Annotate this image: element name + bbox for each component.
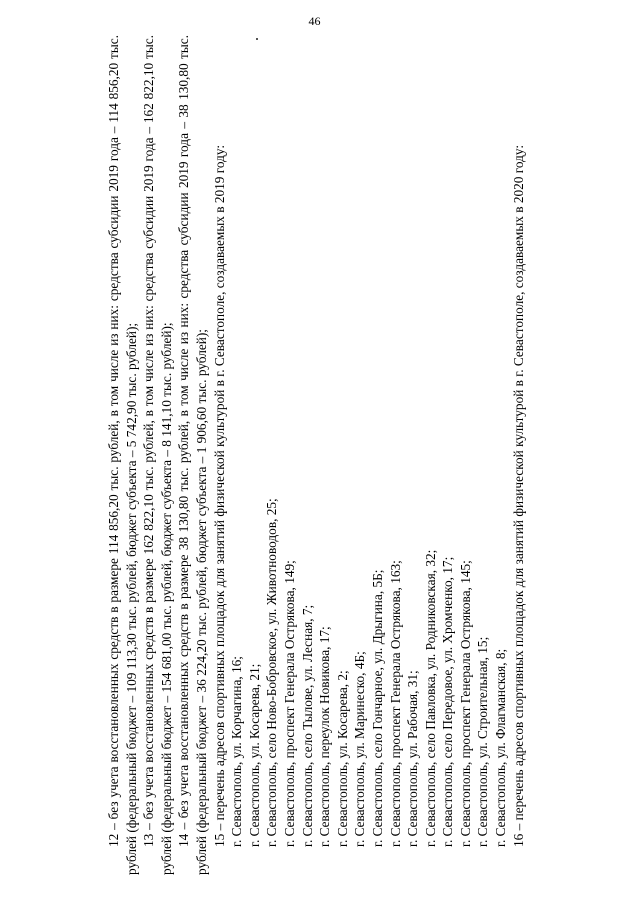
address-item: г. Севастополь, село Павловка, ул. Родниковская, 32;: [422, 549, 438, 847]
address-item: г. Севастополь, ул. Строительная, 15;: [475, 636, 491, 847]
address-item: г. Севастополь, село Гончарное, ул. Дрыгина, 5Б;: [369, 569, 385, 847]
address-item: г. Севастополь, село Тылове, ул. Лесная, 7;: [299, 604, 315, 847]
address-item: г. Севастополь, ул. Косарева, 2;: [334, 670, 350, 847]
address-item: г. Севастополь, ул. Маринеско, 4Б;: [352, 651, 368, 847]
paragraph-12: 12 – без учета восстановленных средств в размере 114 856,20 тыс. рублей, в том числе из них: средства субсидии 2019 года – 114 856,20 тыс. рублей (федеральный бюджет – 109 113,30 тыс. рублей, бюджет субъекта – 5 742,90 тыс. рублей);: [106, 35, 139, 875]
address-item: г. Севастополь, ул. Корчагина, 16;: [229, 656, 245, 847]
address-item: г. Севастополь, ул. Флагманская, 8;: [493, 648, 509, 847]
address-item: г. Севастополь, проспект Генерала Острякова, 145;: [457, 560, 473, 847]
address-item: г. Севастополь, село Передовое, ул. Хромченко, 17;: [440, 556, 456, 847]
paragraph-16: 16 – перечень адресов спортивных площадок для занятий физической культурой в г. Севастополе, создаваемых в 2020 году:: [510, 144, 526, 847]
paragraph-13: 13 – без учета восстановленных средств в размере 162 822,10 тыс. рублей, в том числе из них: средства субсидии 2019 года – 162 822,10 тыс. рублей (федеральный бюджет – 154 681,00 тыс. рублей, бюджет субъекта – 8 141,10 тыс. рублей);: [141, 35, 174, 875]
paragraph-15: 15 – перечень адресов спортивных площадок для занятий физической культурой в г. Севастополе, создаваемых в 2019 году:: [211, 144, 227, 847]
address-item: г. Севастополь, переулок Новикова, 17;: [317, 626, 333, 847]
paragraph-14: 14 – без учета восстановленных средств в размере 38 130,80 тыс. рублей, в том числе из них: средства субсидии 2019 года – 38 130,80 тыс. рублей (федеральный бюджет – 36 224,20 тыс. рублей, бюджет субъекта – 1 906,60 тыс. рублей);: [176, 35, 209, 875]
address-item: г. Севастополь, проспект Генерала Острякова, 163;: [387, 560, 403, 847]
address-item: г. Севастополь, проспект Генерала Острякова, 149;: [281, 560, 297, 847]
address-item: г. Севастополь, ул. Косарева, 21;: [246, 663, 262, 847]
rotated-text-block: [105, 35, 527, 875]
page-number: 46: [308, 14, 321, 28]
address-item: г. Севастополь, ул. Рабочая, 31;: [405, 670, 421, 847]
address-item: г. Севастополь, село Ново-Бобровское, ул. Животноводов, 25;: [264, 498, 280, 847]
